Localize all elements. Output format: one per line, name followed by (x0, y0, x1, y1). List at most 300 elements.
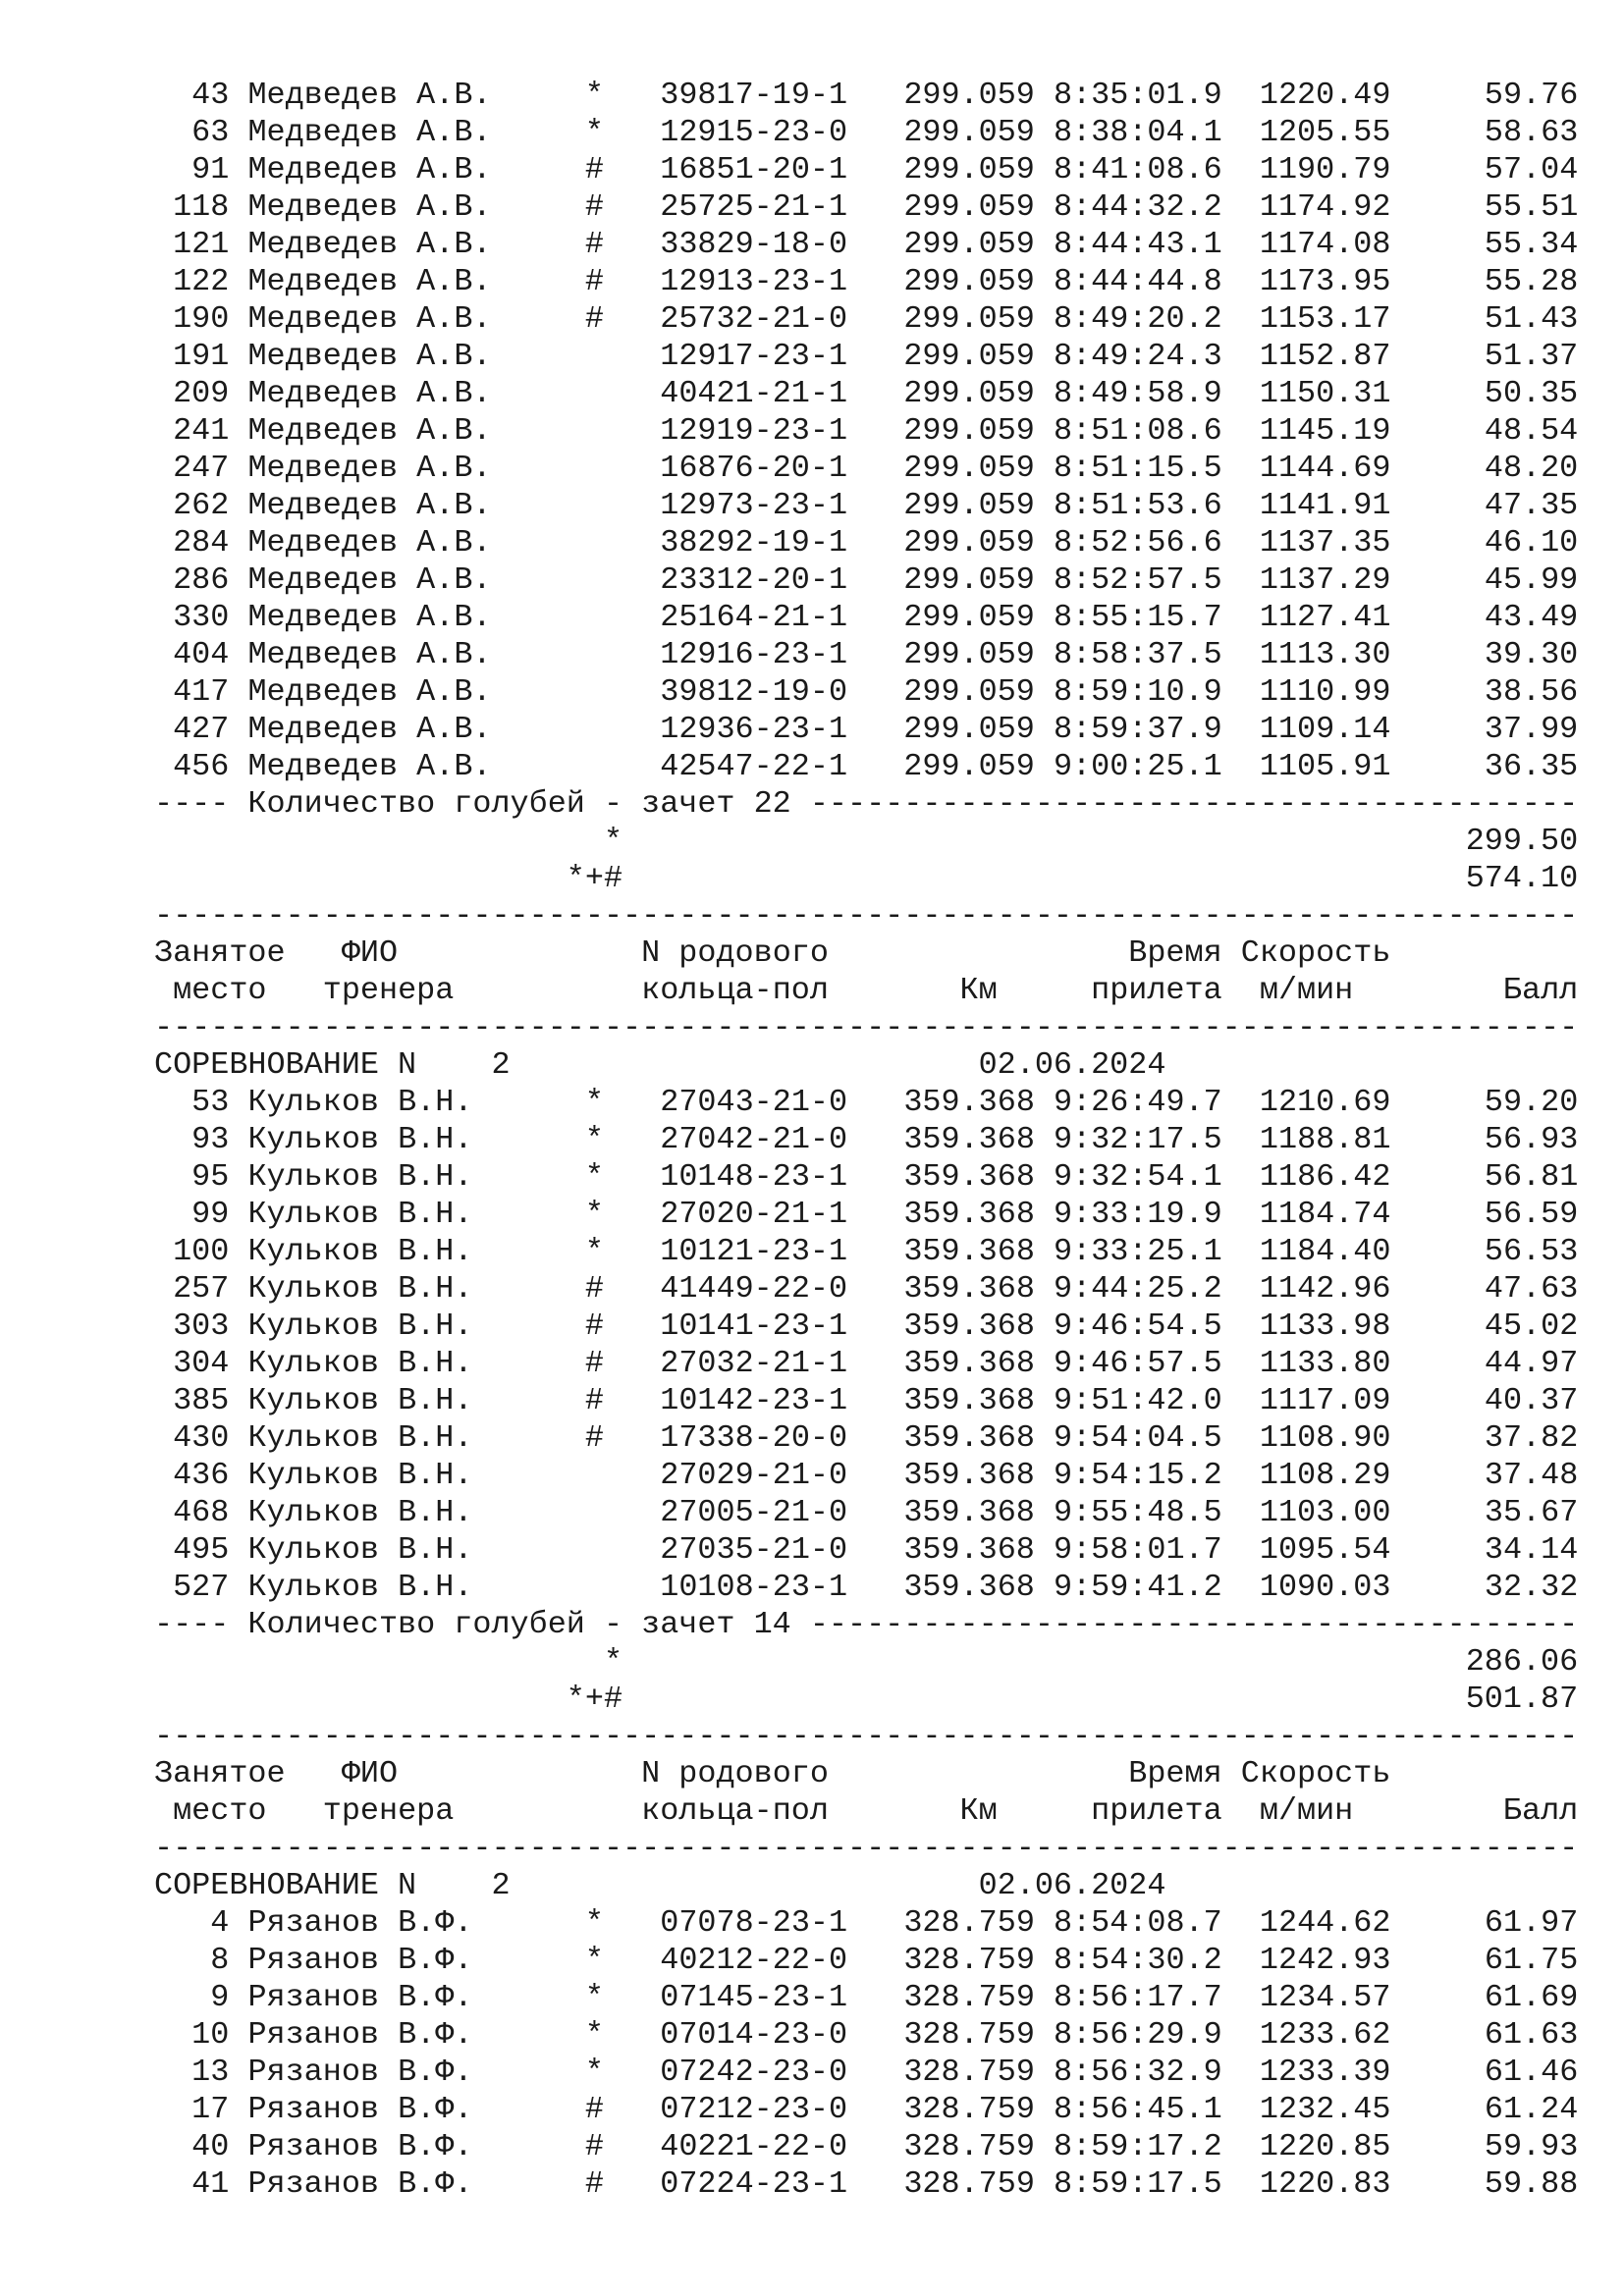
speed-cell: 1108.29 (1259, 1458, 1391, 1493)
arrival-time-cell: 9:33:19.9 (1054, 1197, 1222, 1232)
arrival-time-cell: 9:44:25.2 (1054, 1271, 1222, 1307)
table-header-line-2 (154, 1792, 1578, 1830)
distance-km-cell: 299.059 (903, 376, 1035, 411)
trainer-name-cell: Медведев А.В. (247, 488, 492, 523)
trainer-name-cell: Рязанов В.Ф. (247, 2017, 473, 2053)
separator-line: ---------------------------------------------------------------------------- (154, 1831, 1579, 1866)
mark-cell: # (584, 1308, 605, 1344)
col-header-time: Время (1128, 935, 1222, 971)
arrival-time-cell: 8:55:15.7 (1053, 600, 1222, 635)
ring-number-cell: 39812-19-0 (660, 674, 848, 710)
speed-cell: 1113.30 (1259, 637, 1391, 672)
trainer-name-cell: Медведев А.В. (247, 712, 492, 747)
speed-cell: 1103.00 (1259, 1495, 1391, 1530)
speed-cell: 1220.83 (1259, 2166, 1391, 2202)
trainer-name-cell: Медведев А.В. (247, 376, 492, 411)
distance-km-cell: 299.059 (903, 451, 1035, 486)
ring-number-cell: 27042-21-0 (660, 1122, 848, 1157)
distance-km-cell: 299.059 (903, 339, 1035, 374)
trainer-name-cell: Медведев А.В. (247, 562, 492, 598)
total-value: 574.10 (1465, 861, 1579, 896)
score-cell: 56.93 (1484, 1122, 1579, 1157)
place-cell: 41 (191, 2166, 230, 2202)
distance-km-cell: 359.368 (903, 1532, 1035, 1568)
place-cell: 8 (210, 1943, 230, 1978)
score-cell: 55.28 (1484, 264, 1579, 299)
place-cell: 456 (173, 749, 230, 784)
mark-cell: # (584, 2092, 605, 2127)
mark-cell: * (584, 1085, 605, 1120)
arrival-time-cell: 9:32:54.1 (1054, 1159, 1222, 1195)
place-cell: 118 (173, 189, 230, 225)
mark-cell: # (584, 2166, 605, 2202)
trainer-name-cell: Медведев А.В. (247, 189, 492, 225)
trainer-name-cell: Медведев А.В. (247, 301, 492, 337)
ring-number-cell: 42547-22-1 (660, 749, 848, 784)
distance-km-cell: 299.059 (903, 562, 1035, 598)
result-row (154, 412, 1578, 450)
total-score-line (154, 1643, 1578, 1681)
score-cell: 61.63 (1484, 2017, 1579, 2053)
speed-cell: 1205.55 (1259, 115, 1391, 150)
place-cell: 99 (191, 1197, 230, 1232)
trainer-name-cell: Медведев А.В. (247, 600, 492, 635)
result-row (154, 1979, 1578, 2016)
mark-cell: # (584, 1271, 605, 1307)
ring-number-cell: 12936-23-1 (660, 712, 848, 747)
speed-cell: 1142.96 (1259, 1271, 1391, 1307)
mark-cell: # (584, 1346, 605, 1381)
place-cell: 91 (191, 152, 230, 187)
competition-label: СОРЕВНОВАНИЕ N (154, 1047, 417, 1083)
col-header-ring-2: кольца-пол (641, 1793, 829, 1829)
speed-cell: 1233.62 (1259, 2017, 1391, 2053)
place-cell: 430 (173, 1420, 230, 1456)
speed-cell: 1174.08 (1259, 227, 1391, 262)
distance-km-cell: 359.368 (903, 1122, 1035, 1157)
place-cell: 436 (173, 1458, 230, 1493)
arrival-time-cell: 8:56:45.1 (1054, 2092, 1222, 2127)
speed-cell: 1188.81 (1259, 1122, 1391, 1157)
arrival-time-cell: 8:56:17.7 (1054, 1980, 1222, 2015)
place-cell: 43 (191, 78, 230, 113)
score-cell: 38.56 (1484, 674, 1579, 710)
ring-number-cell: 25732-21-0 (660, 301, 848, 337)
col-header-place-2: место (173, 1793, 267, 1829)
ring-number-cell: 41449-22-0 (660, 1271, 848, 1307)
competition-number: 2 (491, 1868, 511, 1903)
speed-cell: 1220.49 (1259, 78, 1391, 113)
ring-number-cell: 17338-20-0 (660, 1420, 848, 1456)
result-row (154, 524, 1578, 561)
result-row (154, 561, 1578, 599)
speed-cell: 1109.14 (1259, 712, 1391, 747)
ring-number-cell: 39817-19-1 (660, 78, 848, 113)
col-header-time-2: прилета (1091, 973, 1222, 1008)
col-header-score: Балл (1502, 973, 1579, 1008)
table-header-line-1 (154, 1755, 1578, 1792)
speed-cell: 1117.09 (1259, 1383, 1391, 1418)
result-row (154, 2091, 1578, 2128)
arrival-time-cell: 8:52:56.6 (1053, 525, 1222, 561)
speed-cell: 1137.35 (1259, 525, 1391, 561)
mark-cell: # (584, 152, 604, 187)
distance-km-cell: 299.059 (903, 301, 1035, 337)
speed-cell: 1137.29 (1259, 562, 1391, 598)
trainer-name-cell: Медведев А.В. (247, 674, 492, 710)
distance-km-cell: 359.368 (903, 1458, 1035, 1493)
distance-km-cell: 299.059 (903, 115, 1035, 150)
place-cell: 286 (173, 562, 230, 598)
place-cell: 404 (173, 637, 230, 672)
score-cell: 39.30 (1484, 637, 1579, 672)
distance-km-cell: 299.059 (903, 600, 1035, 635)
arrival-time-cell: 8:56:32.9 (1054, 2055, 1222, 2090)
speed-cell: 1105.91 (1259, 749, 1391, 784)
place-cell: 4 (210, 1905, 230, 1941)
mark-cell: # (584, 264, 604, 299)
place-cell: 191 (173, 339, 230, 374)
result-row (154, 1270, 1578, 1308)
arrival-time-cell: 8:35:01.9 (1053, 78, 1222, 113)
total-score-line (154, 860, 1578, 897)
ring-number-cell: 12915-23-0 (660, 115, 848, 150)
speed-cell: 1150.31 (1259, 376, 1391, 411)
col-header-name: ФИО (341, 935, 399, 971)
score-cell: 48.20 (1484, 451, 1579, 486)
score-cell: 35.67 (1484, 1495, 1579, 1530)
ring-number-cell: 33829-18-0 (660, 227, 848, 262)
result-row (154, 188, 1578, 226)
arrival-time-cell: 9:58:01.7 (1053, 1532, 1222, 1568)
trainer-name-cell: Рязанов В.Ф. (247, 1943, 473, 1978)
trainer-name-cell: Кульков В.Н. (247, 1085, 473, 1120)
place-cell: 209 (173, 376, 230, 411)
score-cell: 37.48 (1484, 1458, 1579, 1493)
distance-km-cell: 328.759 (903, 1980, 1035, 2015)
score-cell: 56.81 (1484, 1159, 1579, 1195)
score-cell: 51.37 (1484, 339, 1579, 374)
result-row (154, 1942, 1578, 1979)
result-row (154, 1457, 1578, 1494)
score-cell: 59.88 (1484, 2166, 1579, 2202)
place-cell: 190 (173, 301, 230, 337)
score-cell: 56.53 (1484, 1234, 1579, 1269)
score-cell: 61.75 (1484, 1943, 1579, 1978)
speed-cell: 1186.42 (1259, 1159, 1391, 1195)
speed-cell: 1095.54 (1259, 1532, 1391, 1568)
place-cell: 303 (173, 1308, 230, 1344)
place-cell: 13 (191, 2055, 230, 2090)
ring-number-cell: 25164-21-1 (660, 600, 848, 635)
ring-number-cell: 07224-23-1 (660, 2166, 848, 2202)
ring-number-cell: 27035-21-0 (660, 1532, 848, 1568)
score-cell: 55.51 (1484, 189, 1579, 225)
col-header-speed-2: м/мин (1259, 1793, 1354, 1829)
ring-number-cell: 10121-23-1 (660, 1234, 848, 1269)
result-row (154, 1233, 1578, 1270)
speed-cell: 1184.74 (1259, 1197, 1391, 1232)
ring-number-cell: 40221-22-0 (660, 2129, 848, 2164)
ring-number-cell: 16851-20-1 (660, 152, 848, 187)
place-cell: 257 (173, 1271, 230, 1307)
ring-number-cell: 10108-23-1 (660, 1570, 848, 1605)
competition-label: СОРЕВНОВАНИЕ N (154, 1868, 417, 1903)
competition-date: 02.06.2024 (978, 1047, 1166, 1083)
total-symbol: * (603, 824, 623, 859)
result-row (154, 2016, 1578, 2054)
distance-km-cell: 328.759 (903, 2166, 1035, 2202)
trainer-name-cell: Медведев А.В. (247, 115, 492, 150)
arrival-time-cell: 9:54:04.5 (1054, 1420, 1222, 1456)
col-header-time-2: прилета (1091, 1793, 1222, 1829)
mark-cell: # (584, 2129, 605, 2164)
distance-km-cell: 359.368 (903, 1346, 1035, 1381)
ring-number-cell: 27043-21-0 (660, 1085, 848, 1120)
total-score-line (154, 1681, 1578, 1718)
score-cell: 56.59 (1484, 1197, 1579, 1232)
score-cell: 59.20 (1484, 1085, 1579, 1120)
distance-km-cell: 299.059 (903, 749, 1035, 784)
result-row (154, 151, 1578, 188)
trainer-name-cell: Рязанов В.Ф. (247, 2092, 473, 2127)
mark-cell: # (584, 227, 604, 262)
distance-km-cell: 299.059 (903, 152, 1035, 187)
arrival-time-cell: 9:32:17.5 (1054, 1122, 1222, 1157)
ring-number-cell: 07242-23-0 (660, 2055, 848, 2090)
col-header-speed-2: м/мин (1259, 973, 1354, 1008)
trainer-name-cell: Медведев А.В. (247, 264, 492, 299)
place-cell: 247 (173, 451, 230, 486)
place-cell: 93 (191, 1122, 230, 1157)
speed-cell: 1145.19 (1259, 413, 1391, 449)
trainer-name-cell: Кульков В.Н. (247, 1420, 473, 1456)
arrival-time-cell: 8:49:58.9 (1053, 376, 1222, 411)
mark-cell: * (584, 1122, 605, 1157)
arrival-time-cell: 8:44:44.8 (1053, 264, 1222, 299)
ring-number-cell: 12917-23-1 (660, 339, 848, 374)
arrival-time-cell: 8:51:15.5 (1053, 451, 1222, 486)
result-row (154, 1158, 1578, 1196)
speed-cell: 1090.03 (1259, 1570, 1391, 1605)
place-cell: 100 (173, 1234, 230, 1269)
result-row (154, 450, 1578, 487)
pigeon-count-line: ---- Количество голубей - зачет 22 ----------------------------------------- (154, 786, 1579, 822)
mark-cell: * (584, 1234, 605, 1269)
speed-cell: 1173.95 (1259, 264, 1391, 299)
trainer-name-cell: Медведев А.В. (247, 339, 492, 374)
arrival-time-cell: 9:59:41.2 (1053, 1570, 1222, 1605)
ring-number-cell: 07145-23-1 (660, 1980, 848, 2015)
place-cell: 468 (173, 1495, 230, 1530)
arrival-time-cell: 8:49:24.3 (1053, 339, 1222, 374)
ring-number-cell: 38292-19-1 (660, 525, 848, 561)
speed-cell: 1184.40 (1259, 1234, 1391, 1269)
col-header-speed: Скорость (1240, 935, 1391, 971)
score-cell: 44.97 (1484, 1346, 1579, 1381)
col-header-name: ФИО (341, 1756, 399, 1791)
arrival-time-cell: 9:54:15.2 (1053, 1458, 1222, 1493)
mark-cell: * (584, 2055, 605, 2090)
pigeon-count-label: Количество голубей - зачет 22 (247, 786, 791, 822)
arrival-time-cell: 8:54:08.7 (1054, 1905, 1222, 1941)
separator-line: ---------------------------------------------------------------------------- (154, 1010, 1579, 1045)
total-value: 286.06 (1465, 1644, 1579, 1680)
place-cell: 121 (173, 227, 230, 262)
score-cell: 37.82 (1484, 1420, 1579, 1456)
place-cell: 284 (173, 525, 230, 561)
score-cell: 61.69 (1484, 1980, 1579, 2015)
arrival-time-cell: 9:33:25.1 (1054, 1234, 1222, 1269)
trainer-name-cell: Кульков В.Н. (247, 1383, 473, 1418)
col-header-place: Занятое (154, 1756, 286, 1791)
score-cell: 48.54 (1484, 413, 1579, 449)
trainer-name-cell: Медведев А.В. (247, 525, 492, 561)
score-cell: 61.46 (1484, 2055, 1579, 2090)
score-cell: 59.93 (1484, 2129, 1579, 2164)
result-row (154, 1494, 1578, 1531)
trainer-name-cell: Медведев А.В. (247, 637, 492, 672)
score-cell: 45.02 (1484, 1308, 1579, 1344)
total-score-line (154, 823, 1578, 860)
score-cell: 58.63 (1484, 115, 1579, 150)
distance-km-cell: 328.759 (903, 1905, 1035, 1941)
speed-cell: 1110.99 (1259, 674, 1391, 710)
trainer-name-cell: Рязанов В.Ф. (247, 2166, 473, 2202)
arrival-time-cell: 8:59:17.2 (1054, 2129, 1222, 2164)
total-symbol: * (603, 1644, 623, 1680)
distance-km-cell: 359.368 (903, 1159, 1035, 1195)
trainer-name-cell: Кульков В.Н. (247, 1532, 473, 1568)
score-cell: 32.32 (1484, 1570, 1579, 1605)
trainer-name-cell: Кульков В.Н. (247, 1159, 473, 1195)
result-row (154, 1382, 1578, 1419)
place-cell: 53 (191, 1085, 230, 1120)
result-row (154, 487, 1578, 524)
distance-km-cell: 328.759 (903, 2129, 1035, 2164)
place-cell: 330 (173, 600, 230, 635)
distance-km-cell: 299.059 (903, 227, 1035, 262)
ring-number-cell: 12913-23-1 (660, 264, 848, 299)
result-row (154, 599, 1578, 636)
ring-number-cell: 07212-23-0 (660, 2092, 848, 2127)
score-cell: 46.10 (1484, 525, 1579, 561)
distance-km-cell: 359.368 (903, 1420, 1035, 1456)
distance-km-cell: 359.368 (903, 1197, 1035, 1232)
distance-km-cell: 359.368 (903, 1383, 1035, 1418)
place-cell: 122 (173, 264, 230, 299)
total-value: 501.87 (1465, 1682, 1579, 1717)
trainer-name-cell: Кульков В.Н. (247, 1458, 473, 1493)
ring-number-cell: 12916-23-1 (660, 637, 848, 672)
score-cell: 47.63 (1484, 1271, 1579, 1307)
ring-number-cell: 16876-20-1 (660, 451, 848, 486)
place-cell: 241 (173, 413, 230, 449)
result-row (154, 2165, 1578, 2203)
score-cell: 55.34 (1484, 227, 1579, 262)
place-cell: 9 (210, 1980, 230, 2015)
result-row (154, 114, 1578, 151)
trainer-name-cell: Рязанов В.Ф. (247, 2129, 473, 2164)
speed-cell: 1133.80 (1259, 1346, 1391, 1381)
score-cell: 57.04 (1484, 152, 1579, 187)
result-row (154, 77, 1578, 114)
distance-km-cell: 299.059 (903, 413, 1035, 449)
col-header-km: Км (959, 1793, 998, 1829)
result-row (154, 1904, 1578, 1942)
arrival-time-cell: 8:52:57.5 (1053, 562, 1222, 598)
speed-cell: 1133.98 (1259, 1308, 1391, 1344)
score-cell: 61.24 (1484, 2092, 1579, 2127)
separator-line: ---------------------------------------------------------------------------- (154, 898, 1579, 934)
place-cell: 427 (173, 712, 230, 747)
distance-km-cell: 299.059 (903, 712, 1035, 747)
col-header-name-2: тренера (322, 1793, 455, 1829)
race-results-document (154, 77, 1578, 2203)
arrival-time-cell: 9:46:57.5 (1054, 1346, 1222, 1381)
distance-km-cell: 359.368 (903, 1308, 1035, 1344)
score-cell: 34.14 (1484, 1532, 1579, 1568)
speed-cell: 1141.91 (1259, 488, 1391, 523)
mark-cell: * (584, 1197, 605, 1232)
score-cell: 50.35 (1484, 376, 1579, 411)
trainer-name-cell: Медведев А.В. (247, 152, 492, 187)
result-row (154, 375, 1578, 412)
speed-cell: 1244.62 (1259, 1905, 1391, 1941)
score-cell: 40.37 (1484, 1383, 1579, 1418)
place-cell: 40 (191, 2129, 230, 2164)
ring-number-cell: 10142-23-1 (660, 1383, 848, 1418)
trainer-name-cell: Кульков В.Н. (247, 1308, 473, 1344)
arrival-time-cell: 9:51:42.0 (1054, 1383, 1222, 1418)
mark-cell: # (584, 1420, 605, 1456)
distance-km-cell: 359.368 (903, 1271, 1035, 1307)
mark-cell: * (584, 1159, 605, 1195)
distance-km-cell: 299.059 (903, 78, 1035, 113)
ring-number-cell: 25725-21-1 (660, 189, 848, 225)
arrival-time-cell: 9:55:48.5 (1053, 1495, 1222, 1530)
score-cell: 36.35 (1484, 749, 1579, 784)
ring-number-cell: 23312-20-1 (660, 562, 848, 598)
mark-cell: # (584, 301, 604, 337)
trainer-name-cell: Кульков В.Н. (247, 1197, 473, 1232)
trainer-name-cell: Кульков В.Н. (247, 1495, 473, 1530)
pigeon-count-label: Количество голубей - зачет 14 (247, 1607, 791, 1642)
ring-number-cell: 27020-21-1 (660, 1197, 848, 1232)
result-row (154, 1121, 1578, 1158)
speed-cell: 1174.92 (1259, 189, 1391, 225)
place-cell: 304 (173, 1346, 230, 1381)
result-row (154, 338, 1578, 375)
speed-cell: 1232.45 (1259, 2092, 1391, 2127)
arrival-time-cell: 8:54:30.2 (1054, 1943, 1222, 1978)
speed-cell: 1210.69 (1259, 1085, 1391, 1120)
arrival-time-cell: 8:59:10.9 (1053, 674, 1222, 710)
place-cell: 95 (191, 1159, 230, 1195)
score-cell: 59.76 (1484, 78, 1579, 113)
distance-km-cell: 299.059 (903, 637, 1035, 672)
distance-km-cell: 359.368 (903, 1234, 1035, 1269)
score-cell: 45.99 (1484, 562, 1579, 598)
score-cell: 51.43 (1484, 301, 1579, 337)
col-header-score: Балл (1502, 1793, 1579, 1829)
competition-line (154, 1046, 1578, 1084)
col-header-place: Занятое (154, 935, 286, 971)
mark-cell: * (584, 78, 604, 113)
ring-number-cell: 07014-23-0 (660, 2017, 848, 2053)
mark-cell: * (584, 2017, 605, 2053)
place-cell: 17 (191, 2092, 230, 2127)
